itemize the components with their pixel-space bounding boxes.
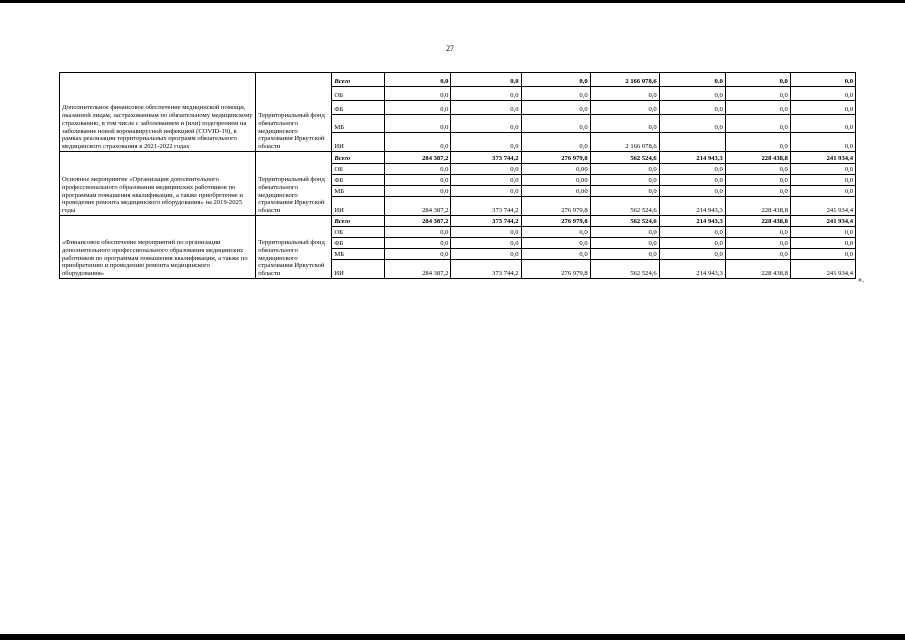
amount-cell: 0,0 [451, 227, 521, 238]
scan-bottom-border [0, 634, 905, 640]
amount-cell: 0,0 [590, 115, 659, 133]
amount-cell: 276 979,8 [521, 197, 590, 216]
scan-top-border [0, 0, 905, 3]
amount-cell: 284 387,2 [385, 152, 451, 164]
amount-cell: 0,0 [451, 249, 521, 260]
amount-cell: 284 387,2 [385, 216, 451, 227]
amount-cell: 0,0 [725, 87, 790, 101]
amount-cell: 0,0 [659, 164, 725, 175]
amount-cell: 0,0 [790, 249, 855, 260]
funding-source: ФБ [332, 175, 385, 186]
funding-source: МБ [332, 249, 385, 260]
amount-cell: 562 524,6 [590, 197, 659, 216]
table-row [60, 152, 856, 164]
amount-cell: 0,0 [790, 115, 855, 133]
amount-cell: 214 943,3 [659, 197, 725, 216]
funding-source: ИИ [332, 133, 385, 152]
amount-cell: 0,0 [790, 227, 855, 238]
page-number: 27 [446, 44, 454, 53]
amount-cell: 0,0 [521, 238, 590, 249]
amount-cell: 0,0 [521, 87, 590, 101]
responsible-executor: Территориальный фонд обязательного медицинского страхования Иркутской области [256, 73, 332, 152]
table-row [60, 73, 856, 87]
amount-cell: 0,0 [451, 186, 521, 197]
amount-cell: 0,00 [521, 175, 590, 186]
amount-cell: 0,0 [590, 186, 659, 197]
amount-cell: 0,0 [385, 164, 451, 175]
amount-cell: 0,0 [385, 249, 451, 260]
amount-cell: 0,0 [521, 249, 590, 260]
amount-cell: 0,0 [385, 73, 451, 87]
amount-cell: 214 943,3 [659, 216, 725, 227]
amount-cell: 0,0 [590, 249, 659, 260]
amount-cell: 0,0 [385, 115, 451, 133]
amount-cell: 0,0 [659, 186, 725, 197]
funding-source: Всего [332, 73, 385, 87]
amount-cell: 0,0 [659, 101, 725, 115]
amount-cell: 0,0 [790, 133, 855, 152]
amount-cell: 0,0 [659, 227, 725, 238]
amount-cell: 0,0 [521, 73, 590, 87]
amount-cell: 373 744,2 [451, 216, 521, 227]
amount-cell: 0,0 [590, 175, 659, 186]
amount-cell: 0,0 [385, 227, 451, 238]
amount-cell: 0,0 [725, 227, 790, 238]
amount-cell: 0,0 [790, 73, 855, 87]
amount-cell: 0,0 [659, 238, 725, 249]
amount-cell: 0,0 [725, 186, 790, 197]
amount-cell: 0,0 [451, 133, 521, 152]
amount-cell: 241 934,4 [790, 197, 855, 216]
amount-cell [659, 133, 725, 152]
amount-cell: 0,00 [521, 164, 590, 175]
amount-cell: 0,0 [385, 101, 451, 115]
amount-cell: 276 979,8 [521, 152, 590, 164]
amount-cell: 214 943,3 [659, 260, 725, 279]
amount-cell: 0,0 [790, 87, 855, 101]
amount-cell: 0,0 [790, 175, 855, 186]
amount-cell: 228 438,8 [725, 152, 790, 164]
amount-cell: 0,0 [521, 133, 590, 152]
amount-cell: 0,0 [790, 101, 855, 115]
amount-cell: 0,0 [385, 186, 451, 197]
financing-table [59, 72, 856, 279]
amount-cell: 2 166 078,6 [590, 73, 659, 87]
amount-cell: 0,0 [725, 101, 790, 115]
amount-cell: 228 438,8 [725, 197, 790, 216]
amount-cell: 0,0 [659, 175, 725, 186]
amount-cell: 276 979,8 [521, 216, 590, 227]
amount-cell: 0,0 [451, 175, 521, 186]
amount-cell: 0,0 [521, 101, 590, 115]
amount-cell: 0,0 [590, 238, 659, 249]
amount-cell: 0,0 [725, 175, 790, 186]
closing-quote-mark: ». [858, 275, 864, 284]
amount-cell: 0,0 [725, 249, 790, 260]
amount-cell: 228 438,8 [725, 260, 790, 279]
amount-cell: 241 934,4 [790, 216, 855, 227]
funding-source: Всего [332, 216, 385, 227]
amount-cell: 0,0 [590, 164, 659, 175]
amount-cell: 284 387,2 [385, 260, 451, 279]
amount-cell: 241 934,4 [790, 260, 855, 279]
amount-cell: 214 943,3 [659, 152, 725, 164]
amount-cell: 0,0 [590, 101, 659, 115]
amount-cell: 0,0 [385, 238, 451, 249]
amount-cell: 0,0 [659, 87, 725, 101]
amount-cell: 0,0 [385, 133, 451, 152]
amount-cell: 0,0 [725, 238, 790, 249]
amount-cell: 0,0 [725, 73, 790, 87]
amount-cell: 0,0 [590, 227, 659, 238]
amount-cell: 0,0 [521, 227, 590, 238]
amount-cell: 0,0 [725, 133, 790, 152]
funding-source: ИИ [332, 197, 385, 216]
amount-cell: 0,0 [451, 101, 521, 115]
amount-cell: 228 438,8 [725, 216, 790, 227]
amount-cell: 373 744,2 [451, 197, 521, 216]
funding-source: ОБ [332, 227, 385, 238]
amount-cell: 562 524,6 [590, 260, 659, 279]
amount-cell: 0,0 [385, 175, 451, 186]
amount-cell: 0,00 [521, 186, 590, 197]
measure-description: Основное мероприятие «Организация дополнительного профессионального образования медицинских работников по программам повышения квалификации, а также приобретение и проведение ремонта медицинского оборудования» на 2019-2025 годы [60, 152, 256, 216]
funding-source: ОБ [332, 164, 385, 175]
amount-cell: 0,0 [521, 115, 590, 133]
amount-cell: 373 744,2 [451, 152, 521, 164]
amount-cell: 0,0 [451, 238, 521, 249]
funding-source: ОБ [332, 87, 385, 101]
funding-source: ФБ [332, 101, 385, 115]
measure-description: «Финансовое обеспечение мероприятий по организации дополнительного профессионального образования медицинских работников по программам повышения квалификации, а также по приобретению и проведению ремонта медицинского оборудования» [60, 216, 256, 279]
responsible-executor: Территориальный фонд обязательного медицинского страхования Иркутской области [256, 152, 332, 216]
responsible-executor: Территориальный фонд обязательного медицинского страхования Иркутской области [256, 216, 332, 279]
funding-source: МБ [332, 115, 385, 133]
amount-cell: 0,0 [790, 186, 855, 197]
amount-cell: 0,0 [659, 115, 725, 133]
funding-source: Всего [332, 152, 385, 164]
amount-cell: 0,0 [451, 115, 521, 133]
amount-cell: 562 524,6 [590, 152, 659, 164]
amount-cell: 276 979,8 [521, 260, 590, 279]
amount-cell: 373 744,2 [451, 260, 521, 279]
amount-cell: 0,0 [451, 164, 521, 175]
funding-source: ИИ [332, 260, 385, 279]
amount-cell: 0,0 [590, 87, 659, 101]
table-row [60, 216, 856, 227]
amount-cell: 0,0 [659, 249, 725, 260]
amount-cell: 0,0 [659, 73, 725, 87]
amount-cell: 562 524,6 [590, 216, 659, 227]
amount-cell: 0,0 [790, 238, 855, 249]
funding-source: МБ [332, 186, 385, 197]
amount-cell: 2 166 078,6 [590, 133, 659, 152]
amount-cell: 0,0 [725, 164, 790, 175]
amount-cell: 241 934,4 [790, 152, 855, 164]
funding-source: ФБ [332, 238, 385, 249]
amount-cell: 0,0 [451, 73, 521, 87]
amount-cell: 284 387,2 [385, 197, 451, 216]
amount-cell: 0,0 [725, 115, 790, 133]
amount-cell: 0,0 [451, 87, 521, 101]
measure-description: Дополнительное финансовое обеспечение медицинской помощи, оказанной лицам, застрахованным по обязательному медицинскому страхованию, в том числе с заболеванием и (или) подозрением на заболевание новой коронавирусной инфекцией (COVID-19), в рамках реализации территориальных программ обязательного медицинского страхования в 2021-2022 годах [60, 73, 256, 152]
amount-cell: 0,0 [790, 164, 855, 175]
amount-cell: 0,0 [385, 87, 451, 101]
